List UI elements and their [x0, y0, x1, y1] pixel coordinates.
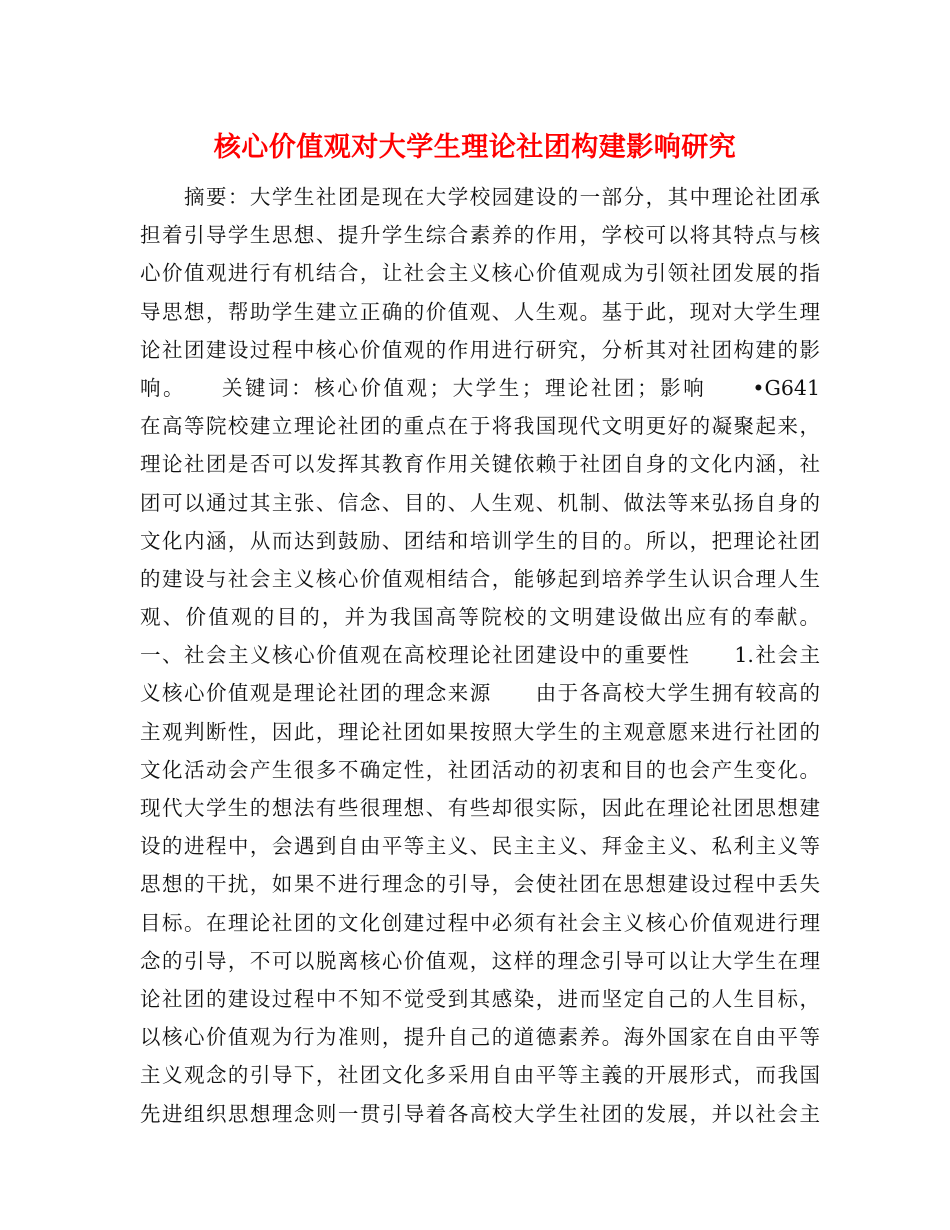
body-line: 论社团的建设过程中不知不觉受到其感染，进而坚定自己的人生目标， [140, 986, 820, 1011]
document-title: 核心价值观对大学生理论社团构建影响研究 [213, 132, 737, 163]
document-body [140, 178, 820, 1133]
body-line: 的建设与社会主义核心价值观相结合，能够起到培养学生认识合理人生 [140, 566, 820, 591]
body-line: 理论社团是否可以发挥其教育作用关键依赖于社团自身的文化内涵，社 [140, 452, 820, 477]
body-line: 文化活动会产生很多不确定性，社团活动的初衷和目的也会产生变化。 [140, 757, 820, 782]
body-line: 主观判断性，因此，理论社团如果按照大学生的主观意愿来进行社团的 [140, 719, 820, 744]
body-line: 在高等院校建立理论社团的重点在于将我国现代文明更好的凝聚起来， [140, 414, 820, 439]
body-line: 文化内涵，从而达到鼓励、团结和培训学生的目的。所以，把理论社团 [140, 528, 820, 553]
body-line: 论社团建设过程中核心价值观的作用进行研究，分析其对社团构建的影 [140, 337, 820, 362]
body-line: 摘要：大学生社团是现在大学校园建设的一部分，其中理论社团承 [140, 185, 820, 209]
body-line: 念的引导，不可以脱离核心价值观，这样的理念引导可以让大学生在理 [140, 948, 820, 973]
body-line: 一、社会主义核心价值观在高校理论社团建设中的重要性 1.社会主 [140, 643, 820, 668]
body-line: 现代大学生的想法有些很理想、有些却很实际，因此在理论社团思想建 [140, 796, 820, 820]
body-line: 担着引导学生思想、提升学生综合素养的作用，学校可以将其特点与核 [140, 223, 820, 248]
body-line: 观、价值观的目的，并为我国高等院校的文明建设做出应有的奉献。 [140, 605, 820, 630]
body-line: 设的进程中，会遇到自由平等主义、民主主义、拜金主义、私利主义等 [140, 834, 820, 859]
body-line: 导思想，帮助学生建立正确的价值观、人生观。基于此，现对大学生理 [140, 299, 820, 324]
body-line: 先进组织思想理念则一贯引导着各高校大学生社团的发展，并以社会主 [140, 1101, 820, 1126]
body-line: 义核心价值观是理论社团的理念来源 由于各高校大学生拥有较高的 [140, 681, 820, 706]
body-line: 主义观念的引导下，社团文化多采用自由平等主義的开展形式，而我国 [140, 1063, 820, 1088]
body-line: 思想的干扰，如果不进行理念的引导，会使社团在思想建设过程中丢失 [140, 872, 820, 897]
body-line: 团可以通过其主张、信念、目的、人生观、机制、做法等来弘扬自身的 [140, 490, 820, 515]
body-line: 响。 关键词：核心价值观；大学生；理论社团；影响 •G641 [140, 375, 820, 400]
body-line: 以核心价值观为行为准则，提升自己的道德素养。海外国家在自由平等 [140, 1025, 820, 1050]
body-line: 心价值观进行有机结合，让社会主义核心价值观成为引领社团发展的指 [140, 261, 820, 286]
body-line: 目标。在理论社团的文化创建过程中必须有社会主义核心价值观进行理 [140, 910, 820, 935]
